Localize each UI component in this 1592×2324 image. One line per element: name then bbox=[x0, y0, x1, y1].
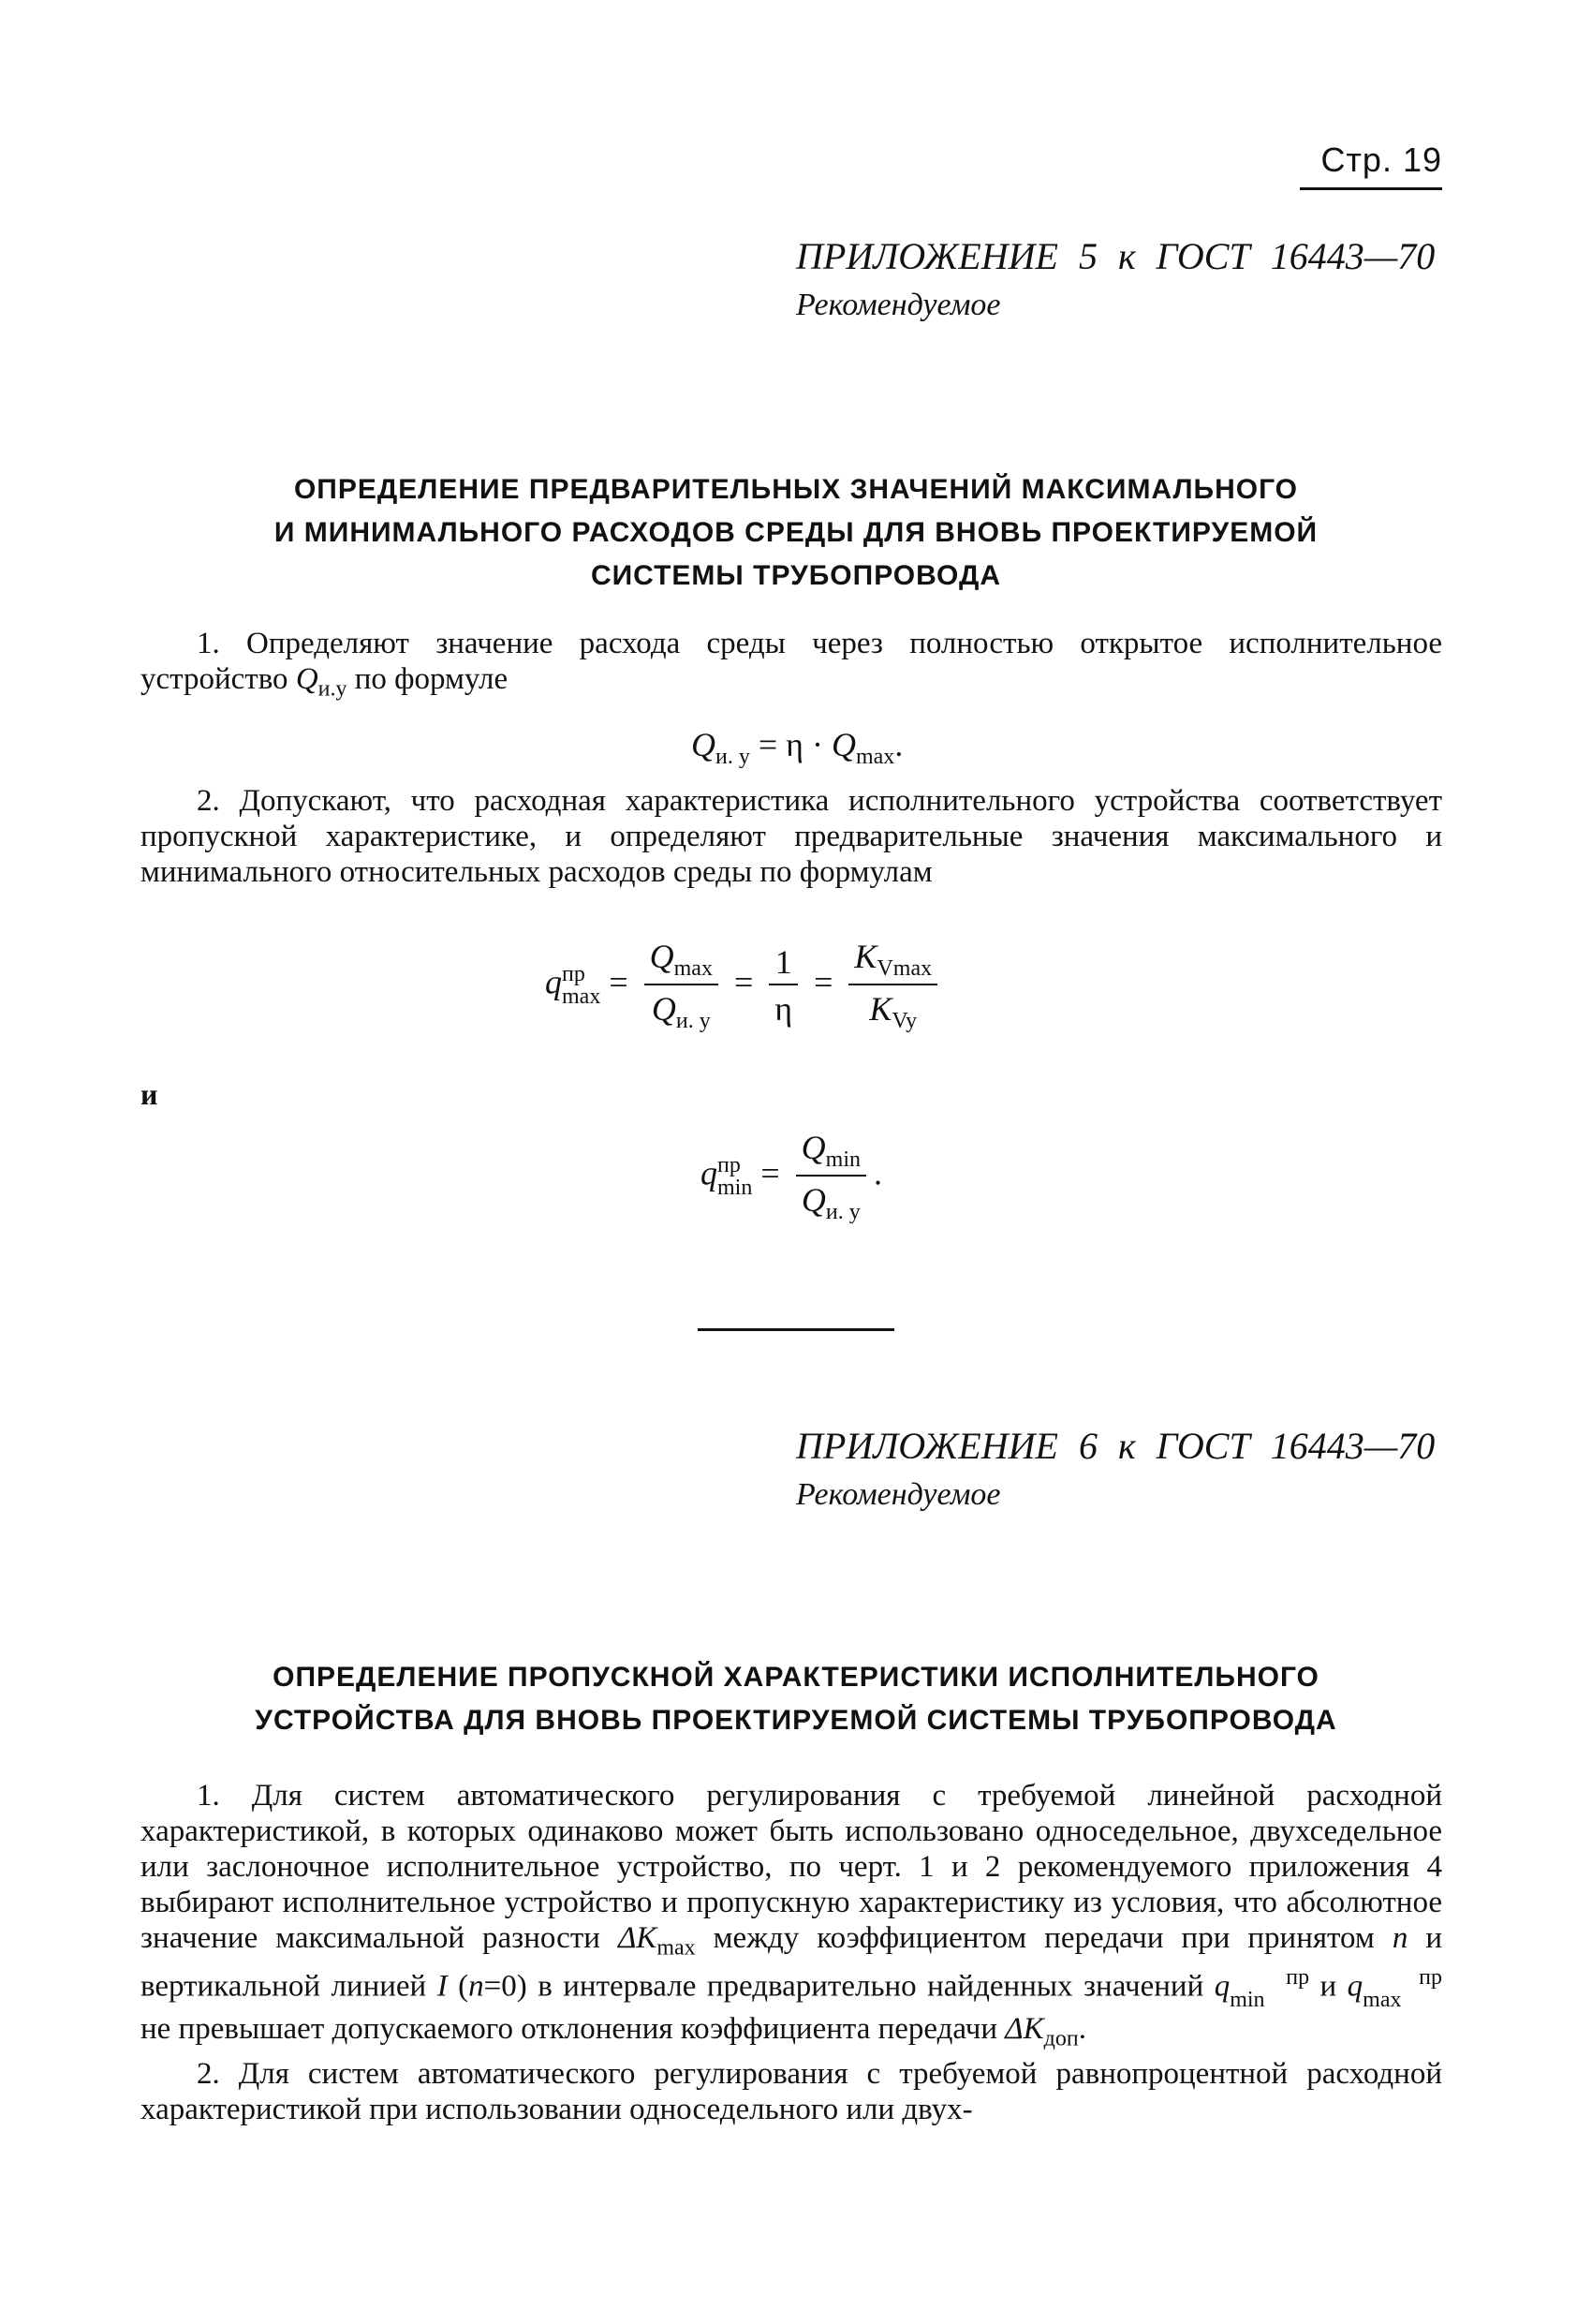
delta-k-dop: ΔK bbox=[1005, 2011, 1044, 2046]
appendix5-p1-text: 1. Определяют значение расхода среды через полностью открытое исполнительное устройство bbox=[140, 627, 1442, 696]
appendix6-paragraph-2: 2. Для систем автоматического регулирования с требуемой равнопроцентной расходной характеристикой при использовании односедельного или двух- bbox=[140, 2057, 1442, 2127]
appendix6-p1-f: и bbox=[1309, 1969, 1348, 2004]
formula1-rhs-sub: max bbox=[855, 745, 895, 770]
formula3-sup: пр bbox=[717, 1153, 741, 1178]
formula3-den-sub: и. у bbox=[825, 1200, 861, 1225]
appendix6-title: ПРИЛОЖЕНИЕ 6 к ГОСТ 16443—70 bbox=[796, 1425, 1436, 1467]
formula3-q: q bbox=[700, 1154, 717, 1192]
formula2-sub: max bbox=[562, 984, 601, 1010]
formula1-lhs: Q bbox=[691, 726, 715, 763]
formula1-equals: = bbox=[758, 726, 778, 763]
formula-q-max bbox=[545, 937, 945, 1034]
delta-k-dop-sub: доп bbox=[1043, 2026, 1079, 2051]
formula2-den3: K bbox=[869, 990, 892, 1029]
appendix6-p1-b: между коэффициентом передачи при принятом bbox=[695, 1921, 1393, 1955]
n-symbol-2: n bbox=[468, 1969, 484, 2004]
appendix6-p1-c: и вертикальной линией bbox=[140, 1921, 1442, 2004]
appendix5-caption bbox=[796, 232, 1435, 330]
formula1-dot: · bbox=[811, 726, 823, 763]
line-i-symbol: I bbox=[436, 1969, 448, 2004]
formula-q-min bbox=[700, 1128, 882, 1225]
formula2-num3-sub: Vmax bbox=[877, 956, 933, 982]
appendix6-heading-line-1: ОПРЕДЕЛЕНИЕ ПРОПУСКНОЙ ХАРАКТЕРИСТИКИ ИСПОЛНИТЕЛЬНОГО bbox=[273, 1662, 1319, 1693]
q-symbol-sub: и.у bbox=[317, 676, 347, 702]
appendix6-p1-end: . bbox=[1078, 2011, 1086, 2046]
formula-q-iu bbox=[691, 725, 903, 770]
q-min-sup: пр bbox=[1286, 1964, 1310, 1990]
appendix6-caption bbox=[796, 1422, 1435, 1519]
formula2-equals-2: = bbox=[733, 963, 754, 1001]
formula1-lhs-sub: и. у bbox=[715, 745, 750, 770]
q-max-sub: max bbox=[1363, 1987, 1402, 2012]
appendix5-heading-line-2: И МИНИМАЛЬНОГО РАСХОДОВ СРЕДЫ ДЛЯ ВНОВЬ ПРОЕКТИРУЕМОЙ bbox=[273, 517, 1319, 548]
conjunction-and: и bbox=[140, 1077, 158, 1111]
formula3-equals: = bbox=[760, 1154, 780, 1192]
formula1-rhs: Q bbox=[831, 726, 856, 763]
formula2-fraction-2 bbox=[769, 942, 798, 1029]
page-number-underline bbox=[1300, 187, 1442, 190]
appendix5-status: Рекомендуемое bbox=[796, 288, 1001, 322]
appendix5-p2-text: 2. Допускают, что расходная характеристика исполнительного устройства соответствует пропускной характеристике, и определяют предварительные значения максимального и минимального относительных расходов среды по формулам bbox=[140, 784, 1442, 889]
formula3-fraction bbox=[796, 1128, 866, 1225]
formula1-eta: η bbox=[786, 726, 803, 763]
formula2-num1: Q bbox=[649, 938, 674, 975]
appendix5-heading-line-1: ОПРЕДЕЛЕНИЕ ПРЕДВАРИТЕЛЬНЫХ ЗНАЧЕНИЙ МАКСИМАЛЬНОГО bbox=[293, 474, 1299, 505]
formula3-num-sub: min bbox=[825, 1147, 861, 1173]
appendix6-paragraph-1 bbox=[140, 1778, 1442, 2127]
q-max-symbol: q bbox=[1347, 1969, 1364, 2004]
appendix5-p1-tail: по формуле bbox=[346, 662, 509, 696]
formula2-q: q bbox=[545, 963, 562, 1001]
formula3-sub: min bbox=[717, 1176, 753, 1201]
appendix6-p1-e: =0) в интервале предварительно найденных значений bbox=[483, 1969, 1215, 2004]
appendix5-paragraph-2 bbox=[140, 783, 1442, 890]
formula2-den1-sub: и. у bbox=[675, 1009, 711, 1034]
formula2-equals-1: = bbox=[609, 963, 628, 1001]
formula3-period: . bbox=[874, 1154, 882, 1192]
appendix6-p1-g: не превышает допускаемого отклонения коэффициента передачи bbox=[140, 2011, 1006, 2046]
appendix5-paragraph-1 bbox=[140, 626, 1442, 707]
appendix6-status: Рекомендуемое bbox=[796, 1477, 1001, 1512]
delta-k-max: ΔK bbox=[617, 1921, 657, 1955]
formula2-num1-sub: max bbox=[673, 956, 713, 982]
formula2-fraction-1 bbox=[644, 937, 718, 1034]
formula2-den1: Q bbox=[651, 990, 676, 1029]
formula3-den: Q bbox=[801, 1181, 826, 1220]
page-number: Стр. 19 bbox=[1320, 141, 1442, 179]
formula2-sup: пр bbox=[562, 962, 585, 987]
q-symbol: Q bbox=[295, 662, 318, 696]
formula1-period: . bbox=[894, 726, 904, 763]
delta-k-max-sub: max bbox=[656, 1935, 696, 1961]
q-max-sup: пр bbox=[1419, 1964, 1442, 1990]
section-divider bbox=[698, 1328, 894, 1331]
formula3-num: Q bbox=[801, 1129, 826, 1166]
appendix6-heading-line-2: УСТРОЙСТВА ДЛЯ ВНОВЬ ПРОЕКТИРУЕМОЙ СИСТЕМЫ ТРУБОПРОВОДА bbox=[255, 1705, 1337, 1736]
appendix6-p1-a: 1. Для систем автоматического регулирования с требуемой линейной расходной характеристикой, в которых одинаково может быть использовано односедельное, двухседельное или заслоночное исполнительное устройство, по черт. 1 и 2 рекомендуемого приложения 4 выбирают исполнительное устройство и пропускную характеристику из условия, что абсолютное значение максимальной разности bbox=[140, 1779, 1442, 1955]
q-min-symbol: q bbox=[1214, 1969, 1231, 2004]
appendix6-p1-d: ( bbox=[447, 1969, 469, 2004]
formula2-den2: η bbox=[774, 990, 793, 1029]
formula2-equals-3: = bbox=[814, 963, 833, 1001]
formula2-num2: 1 bbox=[769, 942, 798, 985]
appendix5-heading-line-3: СИСТЕМЫ ТРУБОПРОВОДА bbox=[590, 560, 1002, 591]
q-min-sub: min bbox=[1230, 1987, 1265, 2012]
appendix5-title: ПРИЛОЖЕНИЕ 5 к ГОСТ 16443—70 bbox=[796, 235, 1436, 277]
appendix5-heading bbox=[140, 468, 1452, 598]
appendix6-heading bbox=[140, 1656, 1452, 1742]
n-symbol: n bbox=[1392, 1921, 1408, 1955]
formula2-num3: K bbox=[854, 938, 877, 975]
formula2-den3-sub: Vy bbox=[892, 1009, 918, 1034]
formula2-fraction-3 bbox=[848, 937, 937, 1034]
